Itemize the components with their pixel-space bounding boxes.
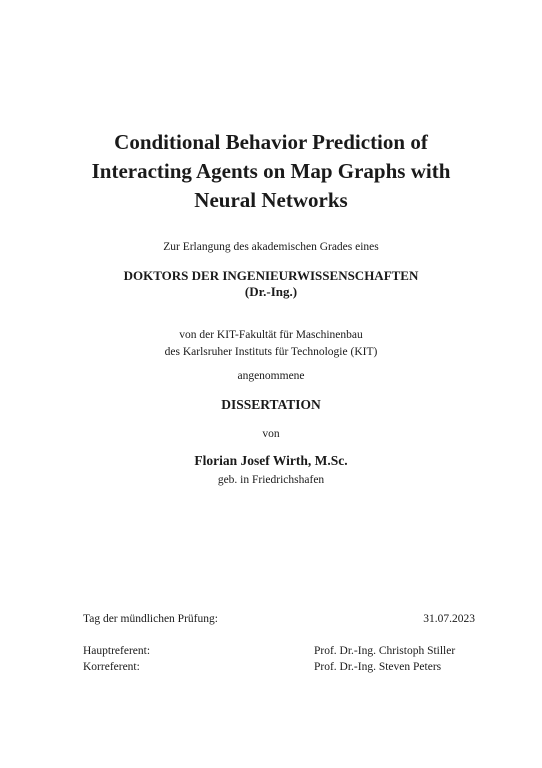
author-name: Florian Josef Wirth, M.Sc. [194, 453, 348, 468]
by-text: von [262, 428, 280, 440]
thesis-title-line-2: Interacting Agents on Map Graphs with [91, 159, 451, 183]
accepted-text: angenommene [237, 370, 305, 382]
faculty-info [0, 327, 542, 361]
main-referee-label: Hauptreferent: [83, 645, 151, 657]
birthplace: geb. in Friedrichshafen [217, 474, 325, 486]
thesis-title [0, 128, 542, 215]
co-referee-name: Prof. Dr.-Ing. Steven Peters [314, 661, 442, 673]
degree-intro: Zur Erlangung des akademischen Grades eines [163, 241, 379, 253]
faculty-line-2: des Karlsruher Instituts für Technologie (KIT) [164, 346, 378, 358]
main-referee-name: Prof. Dr.-Ing. Christoph Stiller [314, 645, 456, 657]
co-referee-label: Korreferent: [83, 661, 140, 673]
degree-name-line-2: (Dr.-Ing.) [244, 284, 298, 299]
thesis-title-line-3: Neural Networks [194, 188, 348, 212]
dissertation-label: DISSERTATION [221, 397, 321, 412]
exam-date-label: Tag der mündlichen Prüfung: [83, 613, 218, 625]
faculty-line-1: von der KIT-Fakultät für Maschinenbau [179, 329, 363, 341]
thesis-title-line-1: Conditional Behavior Prediction of [114, 130, 428, 154]
degree-name-line-1: DOKTORS DER INGENIEURWISSENSCHAFTEN [123, 268, 419, 283]
exam-date-value: 31.07.2023 [423, 613, 475, 625]
degree-name [0, 268, 542, 300]
